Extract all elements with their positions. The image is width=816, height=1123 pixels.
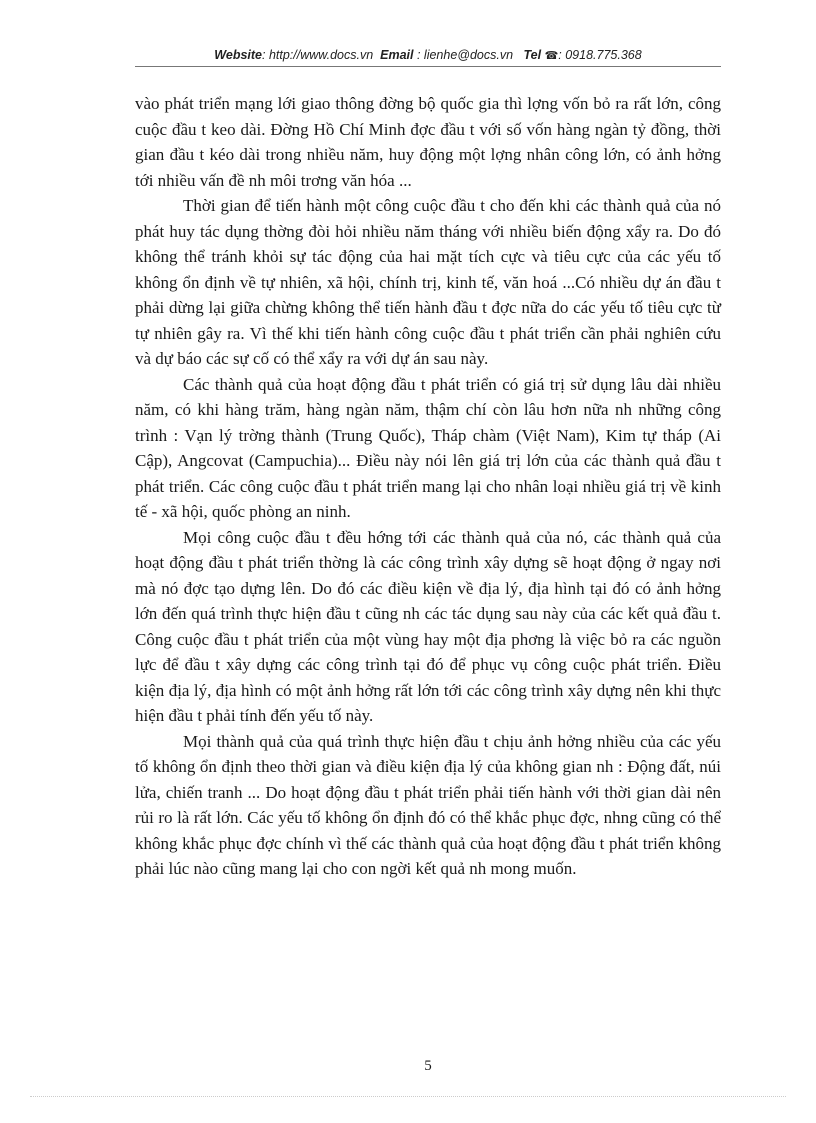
paragraph-4: Mọi công cuộc đầu t đều hớng tới các thành quả của nó, các thành quả của hoạt động đầu t phát triển thờng là các công trình xây dựng sẽ hoạt động ở ngay nơi mà nó đợc tạo dựng lên. Do đó các điều kiện về địa lý, địa hình tại đó có ảnh hởng lớn đến quá trình thực hiện đầu t cũng nh các tác dụng sau này của các kết quả đầu t. Công cuộc đầu t phát triển của một vùng hay một địa phơng là việc bỏ ra các nguồn lực để đầu t xây dựng các công trình tại đó để phục vụ công cuộc phát triển. Điều kiện địa lý, địa hình có một ảnh hởng rất lớn tới các công trình xây dựng nên khi thực hiện đầu t phải tính đến yếu tố này.	[135, 527, 721, 725]
paragraph-5: Mọi thành quả của quá trình thực hiện đầu t chịu ảnh hởng nhiều của các yếu tố không ổn định theo thời gian và điều kiện địa lý của không gian nh : Động đất, núi lửa, chiến tranh ... Do hoạt động đầu t phát triển phải tiến hành với thời gian dài nên rủi ro là rất lớn. Các yếu tố không ổn định đó có thể khắc phục đợc, nhng cũng có thể không khắc phục đợc chính vì thế các thành quả của hoạt động đầu t phát triển không phải lúc nào cũng mang lại cho con ngời kết quả nh mong muốn.	[135, 731, 721, 878]
paragraph-3: Các thành quả của hoạt động đầu t phát triển có giá trị sử dụng lâu dài nhiều năm, có khi hàng trăm, hàng ngàn năm, thậm chí còn lâu hơn nữa nh những công trình : Vạn lý trờng thành (Trung Quốc), Tháp chàm (Việt Nam), Kim tự tháp (Ai Cập), Angcovat (Campuchia)... Điều này nói lên giá trị lớn của các thành quả đầu t phát triển. Các công cuộc đầu t phát triển mang lại cho nhân loại nhiều giá trị về kinh tế - xã hội, quốc phòng an ninh.	[135, 374, 721, 521]
header-divider	[135, 66, 721, 67]
paragraph-1: vào phát triển mạng lới giao thông đờng bộ quốc gia thì lợng vốn bỏ ra rất lớn, công cuộc đầu t keo dài. Đờng Hồ Chí Minh đợc đầu t với số vốn hàng ngàn tỷ đồng, thời gian đầu t kéo dài trong nhiều năm, huy động một lợng nhân công lớn, có ảnh hởng tới nhiều vấn đề nh môi trơng văn hóa ...	[135, 94, 721, 190]
website-label: Website	[214, 48, 262, 62]
tel-label: Tel	[523, 48, 542, 62]
tel-value: : 0918.775.368	[558, 48, 642, 62]
document-body	[135, 91, 721, 882]
email-value: : lienhe@docs.vn	[416, 48, 514, 62]
footer-divider	[30, 1096, 786, 1097]
page-header	[135, 44, 721, 66]
paragraph-2: Thời gian để tiến hành một công cuộc đầu t cho đến khi các thành quả của nó phát huy tác dụng thờng đòi hỏi nhiều năm tháng với nhiều biến động xẩy ra. Do đó không thể tránh khỏi sự tác động của hai mặt tích cực và tiêu cực của các yếu tố không ổn định về tự nhiên, xã hội, chính trị, kinh tế, văn hoá ...Có nhiều dự án đầu t phải dừng lại giữa chừng không thể tiến hành đầu t đợc nữa do các yếu tố tiêu cực từ tự nhiên gây ra. Vì thế khi tiến hành công cuộc đầu t phát triển cần phải nghiên cứu và dự báo các sự cố có thể xẩy ra với dự án sau này.	[135, 196, 721, 368]
email-label: Email	[380, 48, 414, 62]
phone-icon: ☎	[544, 50, 559, 62]
page-number: 5	[424, 1058, 432, 1074]
website-value: : http://www.docs.vn	[262, 48, 374, 62]
